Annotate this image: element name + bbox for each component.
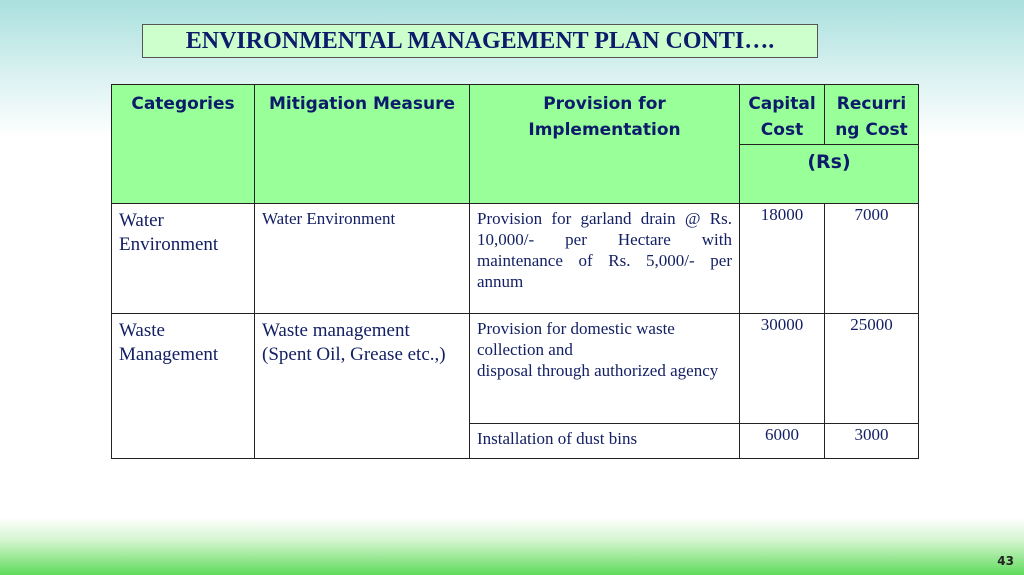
cell-provision: [470, 204, 740, 314]
cell-recurring-cost: [825, 424, 919, 459]
capital-cost-value: 30000: [760, 315, 804, 334]
provision-text: Provision for garland drain @ Rs. 10,000/- per Hectare with maintenance of Rs. 5,000/- per annum: [477, 209, 732, 291]
mitigation-text: Waste management (Spent Oil, Grease etc.,): [262, 320, 446, 365]
cell-capital-cost: [740, 204, 825, 314]
category-text: Waste Management: [119, 320, 219, 365]
page-number: 43: [997, 554, 1014, 568]
cell-mitigation: [255, 314, 470, 459]
category-text: Water Environment: [119, 210, 219, 255]
provision-text-line1: Provision for domestic waste collection and: [477, 319, 675, 359]
cell-recurring-cost: [825, 314, 919, 424]
cell-category: [112, 204, 255, 314]
mitigation-text: Water Environment: [262, 209, 396, 228]
cell-mitigation: [255, 204, 470, 314]
recurring-cost-value: 25000: [850, 315, 893, 334]
cell-category: [112, 314, 255, 459]
header-capital-line2: Cost: [760, 120, 804, 140]
cell-provision: [470, 424, 740, 459]
header-provision-line1: Provision for: [543, 94, 666, 114]
header-provision: [470, 85, 740, 204]
table-row: [112, 314, 919, 424]
recurring-cost-value: 3000: [854, 425, 889, 444]
header-provision-line2: Implementation: [528, 120, 681, 140]
provision-text: Installation of dust bins: [477, 429, 638, 448]
cell-provision: [470, 314, 740, 424]
cell-recurring-cost: [825, 204, 919, 314]
header-capital-cost: [740, 85, 825, 145]
header-mitigation: [255, 85, 470, 204]
header-categories-label: Categories: [131, 94, 235, 114]
header-capital-line1: Capital: [748, 94, 816, 114]
capital-cost-value: 6000: [765, 425, 799, 444]
environmental-plan-table: [111, 84, 919, 459]
header-recurring-cost: [825, 85, 919, 145]
slide-title: [142, 24, 818, 58]
recurring-cost-value: 7000: [854, 205, 889, 224]
header-recurring-line1: Recurri: [836, 94, 907, 114]
slide-title-text: ENVIRONMENTAL MANAGEMENT PLAN CONTI….: [185, 27, 775, 54]
capital-cost-value: 18000: [760, 205, 804, 224]
cell-capital-cost: [740, 314, 825, 424]
header-unit-label: (Rs): [807, 151, 851, 173]
table-row: [112, 204, 919, 314]
header-row: [112, 85, 919, 145]
header-categories: [112, 85, 255, 204]
header-mitigation-label: Mitigation Measure: [268, 94, 456, 114]
cell-capital-cost: [740, 424, 825, 459]
provision-text-line2: disposal through authorized agency: [477, 361, 719, 380]
header-recurring-line2: ng Cost: [835, 120, 908, 140]
header-unit: [740, 145, 919, 204]
